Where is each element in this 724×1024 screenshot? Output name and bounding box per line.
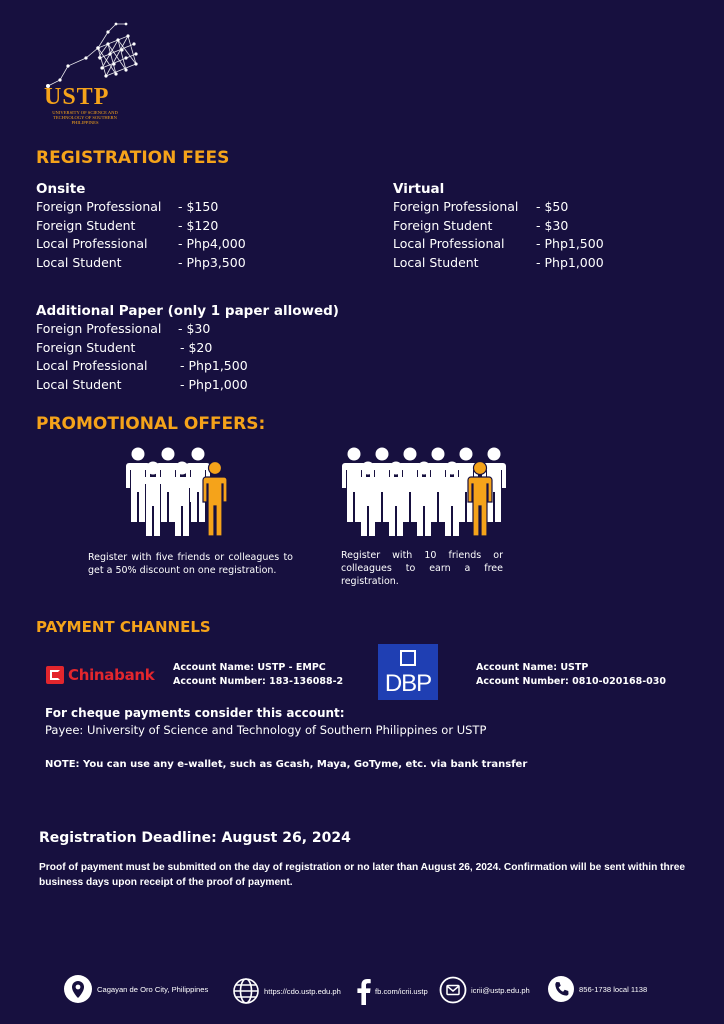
email-icon	[439, 976, 467, 1004]
promotional-offers-heading: PROMOTIONAL OFFERS:	[36, 414, 266, 434]
fee-amount: - Php3,500	[178, 254, 246, 270]
fee-amount: - Php4,000	[178, 236, 246, 252]
footer-facebook-text[interactable]: fb.com/icrii.ustp	[375, 986, 428, 996]
fee-row	[393, 217, 604, 236]
fee-label: Foreign Professional	[36, 199, 162, 214]
location-pin-icon	[64, 975, 92, 1003]
footer-email-text[interactable]: icrii@ustp.edu.ph	[471, 985, 530, 995]
registration-fees-heading: REGISTRATION FEES	[36, 148, 230, 168]
dbp-logo-text: DBP	[384, 670, 432, 697]
chinabank-logo	[46, 666, 154, 684]
payment-channels-heading: PAYMENT CHANNELS	[36, 618, 211, 636]
virtual-section	[393, 181, 604, 272]
dbp-logo	[378, 644, 438, 700]
fee-amount: - Php1,000	[180, 376, 248, 392]
footer-phone-text: 856-1738 local 1138	[579, 984, 648, 994]
cheque-payee: Payee: University of Science and Technology of Southern Philippines or USTP	[45, 723, 487, 737]
fee-label: Foreign Professional	[36, 321, 162, 336]
fee-label: Foreign Student	[36, 339, 136, 355]
fee-label: Local Student	[36, 376, 122, 392]
fee-label: Foreign Student	[393, 217, 493, 233]
dbp-mark-icon	[400, 650, 416, 666]
fee-row	[36, 235, 246, 254]
fee-row	[36, 376, 339, 395]
dbp-account-name: Account Name: USTP	[476, 662, 589, 673]
fee-amount: - $20	[180, 339, 213, 355]
fee-row	[393, 235, 604, 254]
fee-row	[393, 254, 604, 273]
onsite-section	[36, 181, 246, 272]
people-group-five-icon	[122, 446, 234, 538]
logo-wordmark: USTP	[44, 84, 110, 110]
cheque-heading: For cheque payments consider this account:	[45, 706, 345, 720]
additional-fee-list	[36, 320, 339, 394]
fee-amount: - Php1,000	[536, 254, 604, 270]
virtual-fee-list	[393, 198, 604, 272]
promo-offer-five-text: Register with five friends or colleagues to get a 50% discount on one registration.	[88, 552, 293, 576]
dbp-account	[476, 661, 666, 689]
virtual-title: Virtual	[393, 181, 445, 197]
additional-paper-title: Additional Paper (only 1 paper allowed)	[36, 303, 339, 319]
fee-label: Local Professional	[393, 236, 505, 252]
footer-location	[64, 975, 208, 1003]
fee-label: Local Student	[36, 254, 122, 270]
footer-email[interactable]	[439, 976, 530, 1004]
proof-of-payment-text: Proof of payment must be submitted on the day of registration or no later than August 26, 2024. Confirmation will be sent within three business days upon receipt of the proof of payment.	[39, 862, 686, 888]
fee-row	[36, 339, 339, 358]
facebook-icon	[356, 977, 372, 1005]
additional-paper-section	[36, 303, 339, 394]
fee-row	[393, 198, 604, 217]
fee-row	[36, 357, 339, 376]
fee-label: Foreign Professional	[393, 199, 519, 214]
people-group-ten-icon	[338, 446, 510, 538]
fee-amount: - $50	[536, 199, 569, 214]
fee-amount: - $150	[178, 199, 219, 214]
chinabank-account	[173, 661, 343, 689]
fee-amount: - Php1,500	[180, 358, 248, 374]
registration-deadline: Registration Deadline: August 26, 2024	[39, 830, 351, 846]
fee-row	[36, 217, 246, 236]
fee-amount: - $120	[178, 217, 219, 233]
footer-phone[interactable]	[548, 976, 647, 1002]
chinabank-account-number: Account Number: 183-136088-2	[173, 676, 344, 687]
fee-row	[36, 198, 246, 217]
onsite-title: Onsite	[36, 181, 86, 197]
footer-facebook[interactable]	[356, 977, 428, 1005]
fee-amount: - $30	[178, 321, 211, 336]
chinabank-account-name: Account Name: USTP - EMPC	[173, 662, 326, 673]
globe-icon	[232, 977, 260, 1005]
footer-website[interactable]	[232, 977, 341, 1005]
logo-subtitle: UNIVERSITY OF SCIENCE AND TECHNOLOGY OF SOUTHERN PHILIPPINES	[52, 110, 118, 125]
fee-label: Local Student	[393, 254, 479, 270]
footer-location-text: Cagayan de Oro City, Philippines	[97, 984, 209, 994]
chinabank-mark-icon	[46, 666, 64, 684]
footer-website-text[interactable]: https://cdo.ustp.edu.ph	[264, 986, 341, 996]
fee-amount: - $30	[536, 217, 569, 233]
fee-label: Local Professional	[36, 358, 148, 374]
fee-amount: - Php1,500	[536, 236, 604, 252]
fee-row	[36, 254, 246, 273]
fee-row	[36, 320, 339, 339]
chinabank-logo-text: Chinabank	[68, 666, 155, 684]
ewallet-note: NOTE: You can use any e-wallet, such as Gcash, Maya, GoTyme, etc. via bank transfer	[45, 759, 528, 770]
onsite-fee-list	[36, 198, 246, 272]
promo-offer-ten-text: Register with 10 friends or colleagues to earn a free registration.	[341, 550, 503, 587]
fee-label: Foreign Student	[36, 217, 136, 233]
dbp-account-number: Account Number: 0810-020168-030	[476, 676, 666, 687]
phone-icon	[548, 976, 574, 1002]
fee-label: Local Professional	[36, 236, 148, 252]
